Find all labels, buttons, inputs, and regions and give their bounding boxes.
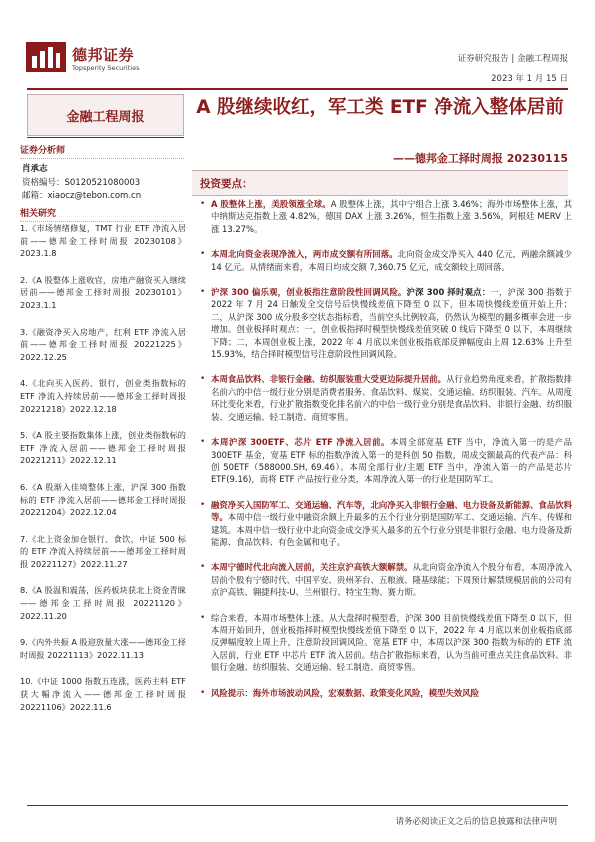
risk-warning: • 风险提示：海外市场波动风险，宏观数据、政策变化风险，模型失效风险 [200, 687, 572, 699]
logo-name-en: Topsperity Securities [72, 64, 140, 72]
footer-divider [27, 805, 568, 806]
related-item[interactable]: 6.《A 股渐入佳境整体上涨，沪深 300 指数标的 ETF 净流入居前——德邦金工择时周报 20221204》2022.12.04 [20, 481, 186, 518]
header-divider [27, 88, 568, 90]
page-title: A 股继续收红，军工类 ETF 净流入整体居前 [196, 97, 564, 118]
invest-points-band [192, 170, 568, 196]
company-logo [26, 42, 66, 72]
analyst-cert: 资格编号：S0120521080003 [22, 178, 141, 188]
related-item[interactable]: 2.《A 股整体上涨收官，房地产融资买入继续居前——德邦金工择时周报 20230101》2023.1.1 [20, 274, 186, 310]
related-item[interactable]: 3.《融资净买入房地产，红利 ETF 净流入居前——德邦金工择时周报 20221225》2022.12.25 [20, 326, 186, 362]
logo-emblem-icon [26, 42, 66, 72]
analyst-heading: 证券分析师 [20, 143, 184, 159]
related-item[interactable]: 8.《A 股温和震荡，医药板块获北上资金青睐——德邦金工择时周报 20221120》2022.11.20 [20, 585, 186, 621]
invest-points-list [200, 198, 572, 712]
related-heading: 相关研究 [20, 206, 184, 222]
related-item[interactable]: 10.《中证 1000 指数五连涨，医药主料 ETF 获大幅净流入——德邦金工择时周报 20221106》2022.11.6 [20, 676, 186, 712]
list-item: • 本周沪深 300ETF、芯片 ETF 净流入居前。本周全部宽基 ETF 当中，净流入第一的是产品 300ETF 基金，宽基 ETF 标的指数净流入第一的是科创 50 指数，周成交额最高的代表产品：科创 50ETF（588000.SH, 69.46）。本周全部行业/主题 ETF 当中，净流入第一的产品是芯片 ETF(9.16)，而将 ETF 产品按行业分类，本周净流入第一的行业是国防军工。 [200, 436, 572, 486]
invest-points-heading: 投资要点： [200, 178, 253, 190]
related-item[interactable]: 7.《北上资金加仓银行、食饮，中证 500 标的 ETF 净流入持续居前——德邦金工择时周报 20221127》2022.11.27 [20, 533, 186, 569]
list-item: • 本周食品饮料、非银行金融、纺织服装重大受更边际提升居前。从行业趋势角度来看，扩散指数排名前六的中信一级行业分别是消费者服务、食品饮料、煤炭、交通运输、纺织服装、汽车。从周度环比变化来看，行业扩散指数变化排名前六的中信一级行业分别是食品饮料、非银行金融、纺织服装、交通运输、轻工制造、商贸零售。 [200, 373, 572, 423]
related-list [20, 222, 186, 727]
report-type: 证券研究报告 | 金融工程周报 [457, 54, 568, 64]
list-item: • A 股整体上涨，美股领涨全球。A 股整体上涨，其中宁组合上涨 3.46%；海外市场整体上涨，其中纳斯达克指数上涨 4.82%，德国 DAX 上涨 3.26%，恒生指数上涨 3.56%，阿根廷 MERV 上涨 13.27%。 [200, 198, 572, 235]
analyst-name: 肖承志 [22, 164, 48, 174]
list-item: • 综合来看，本周市场整体上涨。从大盘择时模型看，沪深 300 目前快慢线差值下降至 0 以下，但本周开始回升，创业板指择时模型快慢线差值下降至 0 以下，2022 年 4 月底以来创业板指底部反弹幅度较上周上升，注意阶段回调风险。宽基 ETF 中，本周以沪深 300 指数为标的的 ETF 流入居前，行业 ETF 中芯片 ETF 流入居前。结合扩散指标来看，认为当前可重点关注食品饮料、非银行金融、纺织服装、交通运输、轻工制造、商贸零售。 [200, 612, 572, 674]
page-subtitle: ——德邦金工择时周报 20230115 [392, 152, 568, 165]
list-item: • 融资净买入国防军工、交通运输、汽车等，北向净买入非银行金融、电力设备及新能源、食品饮料等。本周中信一级行业中融资余额上升最多的五个行业分别是国防军工、交通运输、汽车、传媒和建筑。本周中信一级行业中北向资金成交净买入最多的五个行业分别是非银行金融、电力设备及新能源、食品饮料、有色金属和电子。 [200, 499, 572, 549]
related-item[interactable]: 5.《A 股主要指数集体上涨，创业类指数标的 ETF 净流入居前——德邦金工择时周报 20221211》2022.12.11 [20, 430, 186, 466]
list-item: • 本周宁德时代北向流入居前，关注京沪高铁大额解禁。从北向资金净流入个股分布看，本周净流入居前个股有宁德时代、中国平安、贵州茅台、五粮液、隆基绿能；下周预计解禁规模居前的公司有京沪高铁、翱捷科技-U、兰州银行、特宝生物、赛力斯。 [200, 561, 572, 598]
related-item[interactable]: 4.《北向买入医药、银行，创业类指数标的 ETF 净流入持续居前——德邦金工择时周报 20221218》2022.12.18 [20, 378, 186, 414]
related-item[interactable]: 1.《市场情绪修复，TMT 行业 ETF 净流入居前——德邦金工择时周报 20230108》2023.1.8 [20, 223, 186, 259]
sidebar-title: 金融工程周报 [66, 109, 145, 125]
list-item: • 沪深 300 偏乐观，创业板指注意阶段性回调风险。沪深 300 择时观点：一，沪深 300 指数于 2022 年 7 月 24 日触发全交信号后快慢线差值下降至 0 以下，但本周快慢线差值开始上升；二，从沪深 300 成分股多空状态指标看，当前空头比例较高，仍然认为模型的翻多概率会进一步增加。创业板择时观点：一，创业板指择时模型快慢线差值突破 0 线后下降至 0 以下，本周继续下降；二，本周创业板上涨，2022 年 4 月底以来创业板指底部反弹幅度由上周 12.63% 上升至 15.93%，结合择时模型信号注意阶段性回调风险。 [200, 286, 572, 360]
analyst-email[interactable]: 邮箱：xiaocz@tebon.com.cn [22, 191, 142, 201]
sidebar-divider [27, 137, 184, 138]
footer-disclaimer: 请务必阅读正文之后的信息披露和法律声明 [395, 817, 557, 827]
list-item: • 本周北向资金表现净流入，两市成交额有所回落。北向资金成交净买入 440 亿元，两融余额减少 14 亿元。从情绪面来看，本周日均成交额 7,360.75 亿元，成交额较上周回落。 [200, 248, 572, 273]
logo-name-cn: 德邦证券 [72, 46, 135, 64]
related-item[interactable]: 9.《内外共振 A 股迎放量大涨——德邦金工择时周报 20221113》2022.11.13 [20, 637, 186, 660]
report-date: 2023 年 1 月 15 日 [491, 74, 568, 84]
sidebar-title-box [27, 94, 184, 136]
